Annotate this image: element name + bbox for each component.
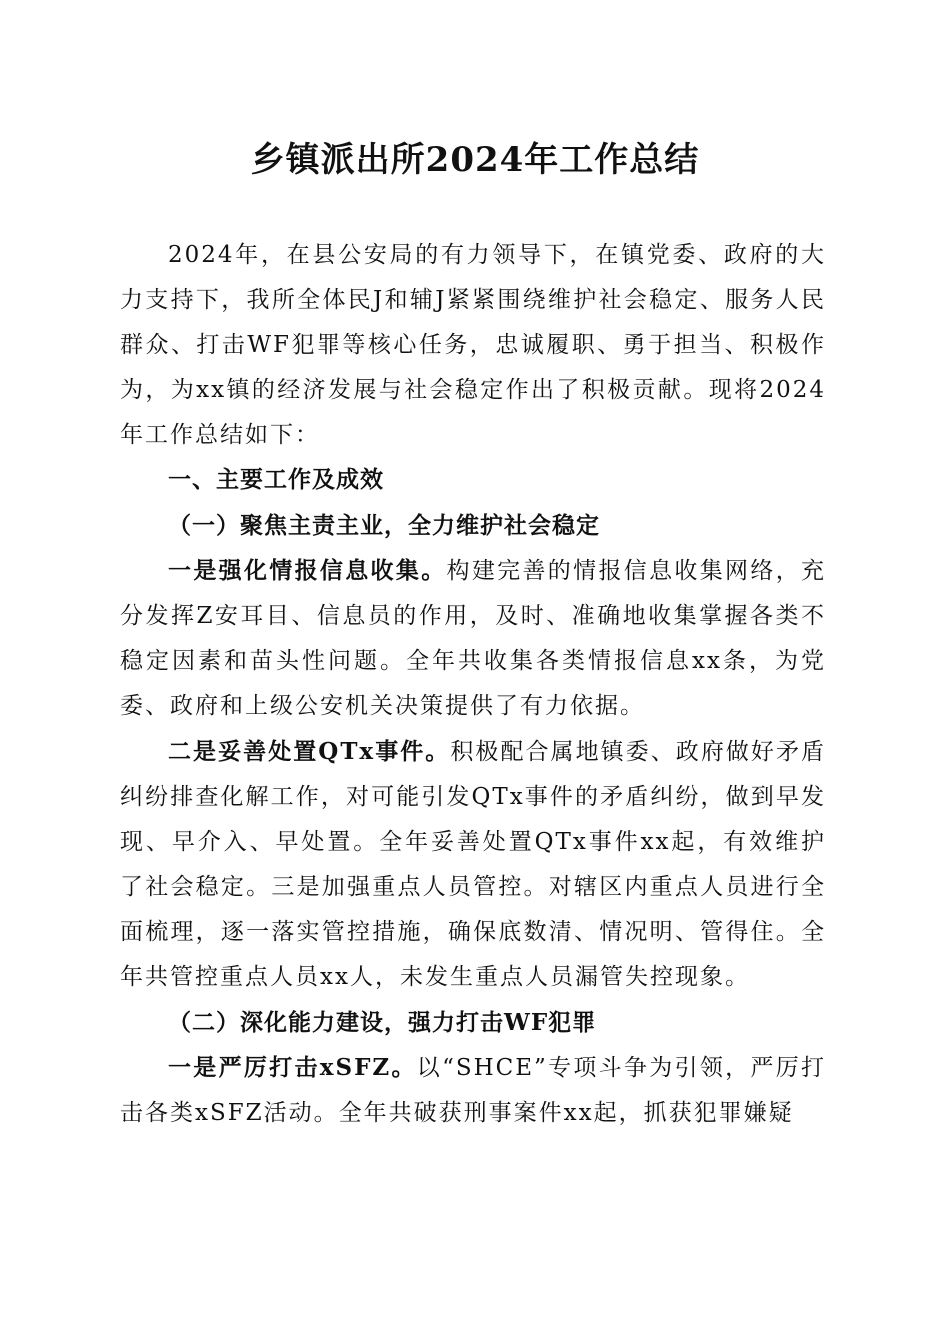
paragraph-intelligence <box>120 548 826 729</box>
paragraph-text-crackdown: 以“SHCE”专项斗争为引领，严厉打击各类xSFZ活动。全年共破获刑事案件xx起，抓获犯罪嫌疑 <box>120 1055 826 1126</box>
subsection-heading-crime-crackdown: （二）深化能力建设，强力打击WF犯罪 <box>168 1009 597 1036</box>
paragraph-lead-incident-handling: 二是妥善处置QTx事件。 <box>168 738 451 765</box>
document-body <box>120 233 826 1136</box>
paragraph-incident-handling <box>120 729 826 1000</box>
intro-paragraph: 2024年，在县公安局的有力领导下，在镇党委、政府的大力支持下，我所全体民J和辅J紧紧围绕维护社会稳定、服务人民群众、打击WF犯罪等核心任务，忠诚履职、勇于担当、积极作为，为xx镇的经济发展与社会稳定作出了积极贡献。现将2024年工作总结如下： <box>120 242 826 448</box>
document-title: 乡镇派出所2024年工作总结 <box>250 140 700 180</box>
paragraph-text-intelligence: 构建完善的情报信息收集网络，充分发挥Z安耳目、信息员的作用，及时、准确地收集掌握各类不稳定因素和苗头性问题。全年共收集各类情报信息xx条，为党委、政府和上级公安机关决策提供了有力依据。 <box>120 558 827 719</box>
subsection-heading-stability: （一）聚焦主责主业，全力维护社会稳定 <box>168 512 600 539</box>
section-heading-main-work: 一、主要工作及成效 <box>168 467 384 493</box>
paragraph-text-incident-handling: 积极配合属地镇委、政府做好矛盾纠纷排查化解工作，对可能引发QTx事件的矛盾纠纷，做到早发现、早介入、早处置。全年妥善处置QTx事件xx起，有效维护了社会稳定。三是加强重点人员管控。对辖区内重点人员进行全面梳理，逐一落实管控措施，确保底数清、情况明、管得住。全年共管控重点人员xx人，未发生重点人员漏管失控现象。 <box>120 739 826 990</box>
paragraph-crackdown <box>120 1045 826 1136</box>
paragraph-lead-crackdown: 一是严厉打击xSFZ。 <box>168 1054 417 1081</box>
paragraph-lead-intelligence: 一是强化情报信息收集。 <box>168 557 447 584</box>
